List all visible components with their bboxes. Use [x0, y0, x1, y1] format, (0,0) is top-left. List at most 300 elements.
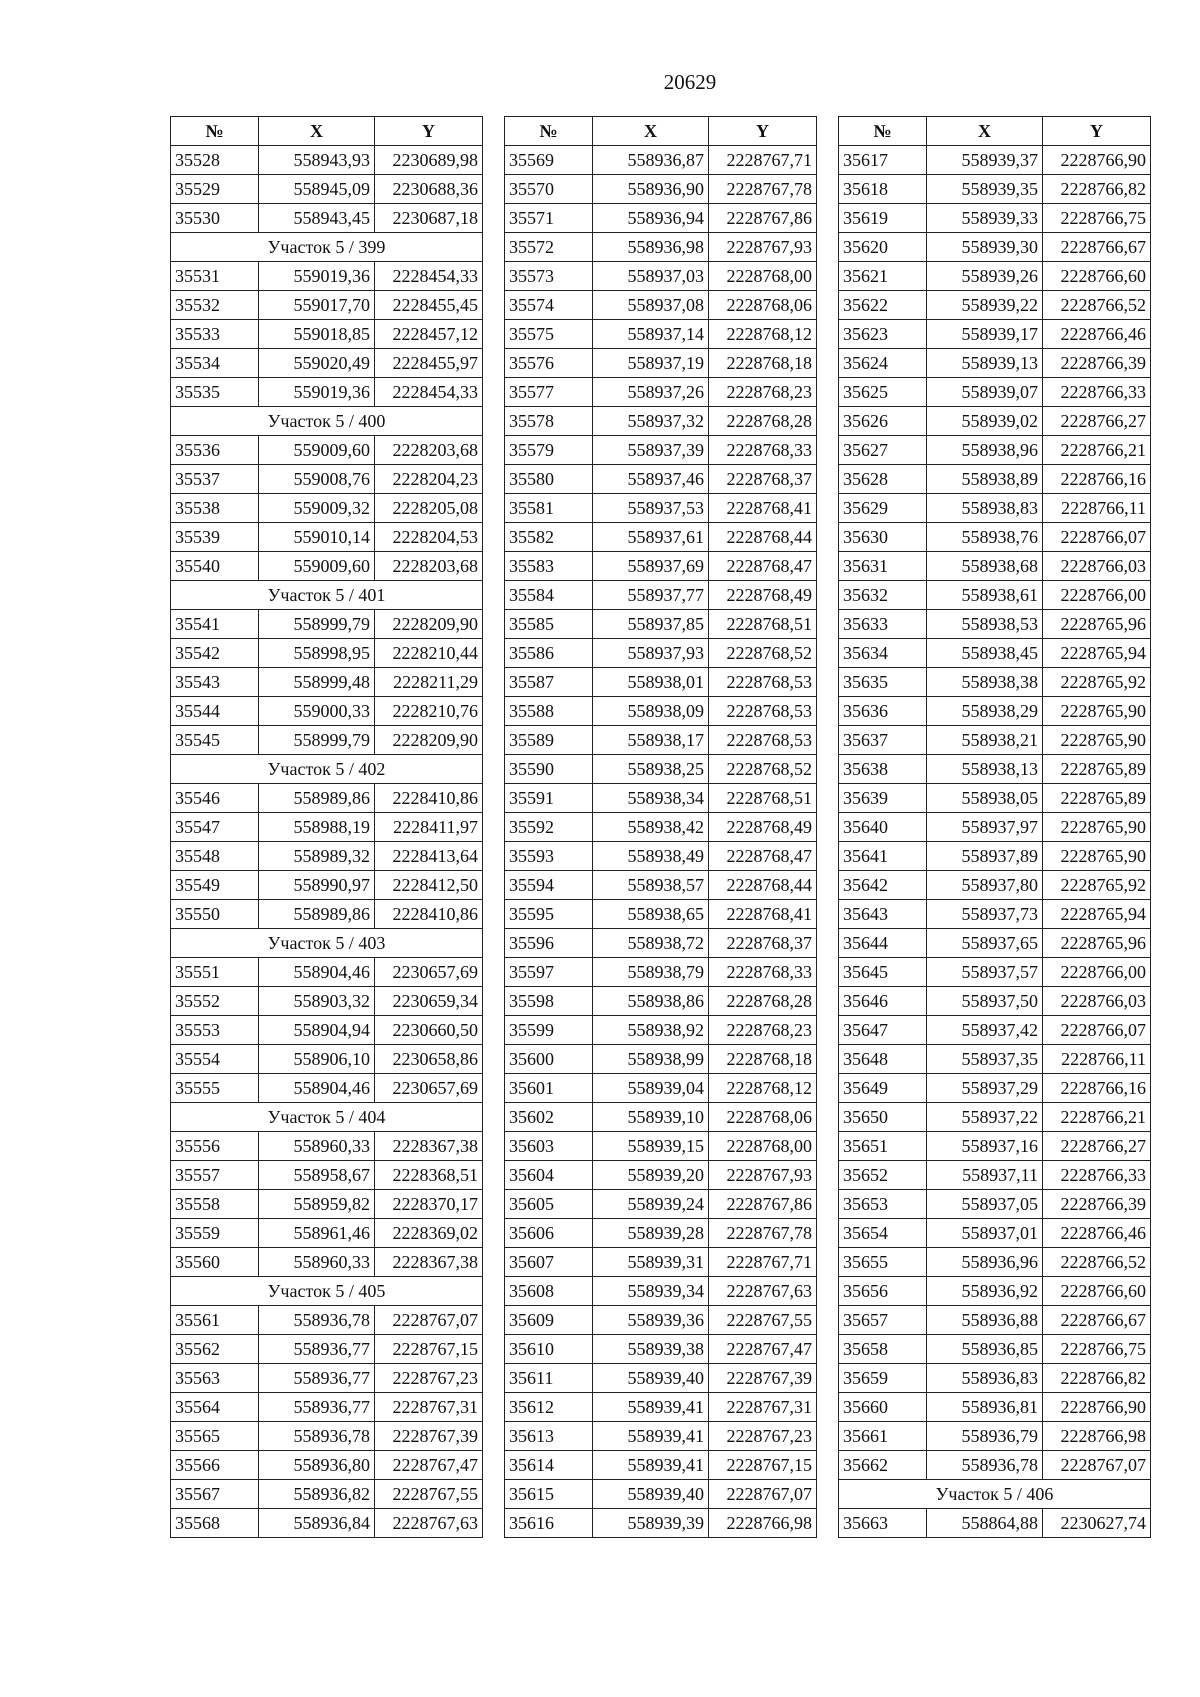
y-coordinate-cell: 2228765,89: [1043, 755, 1151, 784]
point-number-cell: 35588: [505, 697, 593, 726]
point-number-cell: 35549: [171, 871, 259, 900]
point-number-cell: 35632: [839, 581, 927, 610]
table-row: [505, 987, 817, 1016]
y-coordinate-cell: 2228766,75: [1043, 1335, 1151, 1364]
point-number-cell: 35547: [171, 813, 259, 842]
x-coordinate-cell: 558937,61: [593, 523, 709, 552]
x-coordinate-cell: 558939,34: [593, 1277, 709, 1306]
table-row: [171, 842, 483, 871]
x-coordinate-cell: 559008,76: [259, 465, 375, 494]
y-coordinate-cell: 2228203,68: [375, 552, 483, 581]
table-row: [839, 987, 1151, 1016]
y-coordinate-cell: 2228768,53: [709, 726, 817, 755]
point-number-cell: 35579: [505, 436, 593, 465]
point-number-cell: 35637: [839, 726, 927, 755]
point-number-cell: 35537: [171, 465, 259, 494]
table-row: [505, 494, 817, 523]
point-number-cell: 35553: [171, 1016, 259, 1045]
point-number-cell: 35625: [839, 378, 927, 407]
table-row: [505, 1335, 817, 1364]
table-row: [505, 1103, 817, 1132]
y-coordinate-cell: 2228768,33: [709, 958, 817, 987]
table-row: [505, 929, 817, 958]
table-row: [171, 1393, 483, 1422]
y-coordinate-cell: 2228766,16: [1043, 465, 1151, 494]
x-coordinate-cell: 559010,14: [259, 523, 375, 552]
y-coordinate-cell: 2228765,94: [1043, 900, 1151, 929]
point-number-cell: 35567: [171, 1480, 259, 1509]
y-coordinate-cell: 2228367,38: [375, 1132, 483, 1161]
x-coordinate-cell: 558938,72: [593, 929, 709, 958]
x-coordinate-cell: 558937,53: [593, 494, 709, 523]
point-number-cell: 35626: [839, 407, 927, 436]
point-number-cell: 35612: [505, 1393, 593, 1422]
point-number-cell: 35635: [839, 668, 927, 697]
table-row: [505, 349, 817, 378]
table-row: [839, 378, 1151, 407]
point-number-cell: 35627: [839, 436, 927, 465]
x-coordinate-cell: 559000,33: [259, 697, 375, 726]
x-coordinate-cell: 558936,94: [593, 204, 709, 233]
y-coordinate-cell: 2228765,96: [1043, 610, 1151, 639]
point-number-cell: 35639: [839, 784, 927, 813]
table-row: [839, 639, 1151, 668]
section-label: Участок 5 / 404: [171, 1103, 483, 1132]
coordinates-table-middle: [504, 116, 817, 1538]
table-row: [505, 175, 817, 204]
y-coordinate-cell: 2228766,33: [1043, 378, 1151, 407]
point-number-cell: 35623: [839, 320, 927, 349]
x-coordinate-cell: 558938,17: [593, 726, 709, 755]
x-coordinate-cell: 558937,89: [927, 842, 1043, 871]
point-number-cell: 35648: [839, 1045, 927, 1074]
table-row: [505, 1161, 817, 1190]
point-number-cell: 35594: [505, 871, 593, 900]
x-coordinate-cell: 558938,65: [593, 900, 709, 929]
table-row: [505, 320, 817, 349]
y-coordinate-cell: 2228767,93: [709, 1161, 817, 1190]
x-coordinate-cell: 558936,77: [259, 1335, 375, 1364]
table-row: [505, 900, 817, 929]
x-coordinate-cell: 558939,10: [593, 1103, 709, 1132]
point-number-cell: 35577: [505, 378, 593, 407]
x-coordinate-cell: 558937,22: [927, 1103, 1043, 1132]
table-row: [839, 726, 1151, 755]
section-row: [171, 1103, 483, 1132]
point-number-cell: 35530: [171, 204, 259, 233]
x-coordinate-cell: 558937,73: [927, 900, 1043, 929]
point-number-cell: 35571: [505, 204, 593, 233]
y-coordinate-cell: 2228768,47: [709, 842, 817, 871]
x-coordinate-cell: 558936,87: [593, 146, 709, 175]
x-coordinate-cell: 558960,33: [259, 1132, 375, 1161]
point-number-cell: 35533: [171, 320, 259, 349]
table-row: [839, 1364, 1151, 1393]
y-coordinate-cell: 2228766,82: [1043, 175, 1151, 204]
table-row: [839, 494, 1151, 523]
y-coordinate-cell: 2228412,50: [375, 871, 483, 900]
x-coordinate-cell: 558936,88: [927, 1306, 1043, 1335]
table-row: [505, 146, 817, 175]
y-coordinate-cell: 2228768,00: [709, 262, 817, 291]
table-row: [839, 1451, 1151, 1480]
table-row: [839, 958, 1151, 987]
header-number: №: [839, 117, 927, 146]
x-coordinate-cell: 558937,26: [593, 378, 709, 407]
x-coordinate-cell: 558939,26: [927, 262, 1043, 291]
x-coordinate-cell: 558936,85: [927, 1335, 1043, 1364]
x-coordinate-cell: 558936,84: [259, 1509, 375, 1538]
table-row: [839, 1422, 1151, 1451]
y-coordinate-cell: 2228768,53: [709, 697, 817, 726]
point-number-cell: 35572: [505, 233, 593, 262]
y-coordinate-cell: 2228766,98: [709, 1509, 817, 1538]
table-row: [171, 494, 483, 523]
table-row: [171, 784, 483, 813]
point-number-cell: 35531: [171, 262, 259, 291]
x-coordinate-cell: 558938,92: [593, 1016, 709, 1045]
x-coordinate-cell: 558939,30: [927, 233, 1043, 262]
point-number-cell: 35662: [839, 1451, 927, 1480]
point-number-cell: 35645: [839, 958, 927, 987]
table-row: [171, 436, 483, 465]
table-row: [505, 1364, 817, 1393]
section-row: [171, 581, 483, 610]
x-coordinate-cell: 559018,85: [259, 320, 375, 349]
table-row: [505, 378, 817, 407]
x-coordinate-cell: 558864,88: [927, 1509, 1043, 1538]
table-row: [839, 1219, 1151, 1248]
point-number-cell: 35606: [505, 1219, 593, 1248]
table-row: [839, 1190, 1151, 1219]
x-coordinate-cell: 558936,77: [259, 1364, 375, 1393]
y-coordinate-cell: 2228768,44: [709, 871, 817, 900]
x-coordinate-cell: 558903,32: [259, 987, 375, 1016]
x-coordinate-cell: 558937,69: [593, 552, 709, 581]
x-coordinate-cell: 558938,29: [927, 697, 1043, 726]
section-label: Участок 5 / 405: [171, 1277, 483, 1306]
section-row: [171, 929, 483, 958]
point-number-cell: 35609: [505, 1306, 593, 1335]
y-coordinate-cell: 2228766,90: [1043, 1393, 1151, 1422]
x-coordinate-cell: 558939,24: [593, 1190, 709, 1219]
table-row: [171, 291, 483, 320]
table-row: [839, 697, 1151, 726]
point-number-cell: 35546: [171, 784, 259, 813]
x-coordinate-cell: 558939,41: [593, 1451, 709, 1480]
table-row: [171, 378, 483, 407]
table-row: [171, 523, 483, 552]
point-number-cell: 35556: [171, 1132, 259, 1161]
table-row: [171, 1248, 483, 1277]
x-coordinate-cell: 558943,93: [259, 146, 375, 175]
point-number-cell: 35532: [171, 291, 259, 320]
point-number-cell: 35540: [171, 552, 259, 581]
y-coordinate-cell: 2228204,53: [375, 523, 483, 552]
table-row: [839, 1335, 1151, 1364]
y-coordinate-cell: 2228766,46: [1043, 1219, 1151, 1248]
point-number-cell: 35551: [171, 958, 259, 987]
y-coordinate-cell: 2230658,86: [375, 1045, 483, 1074]
table-row: [171, 1422, 483, 1451]
point-number-cell: 35539: [171, 523, 259, 552]
table-row: [839, 291, 1151, 320]
table-row: [171, 262, 483, 291]
y-coordinate-cell: 2228765,96: [1043, 929, 1151, 958]
y-coordinate-cell: 2228766,27: [1043, 1132, 1151, 1161]
y-coordinate-cell: 2228768,23: [709, 1016, 817, 1045]
section-label: Участок 5 / 399: [171, 233, 483, 262]
point-number-cell: 35544: [171, 697, 259, 726]
table-row: [505, 1016, 817, 1045]
point-number-cell: 35584: [505, 581, 593, 610]
point-number-cell: 35550: [171, 900, 259, 929]
point-number-cell: 35618: [839, 175, 927, 204]
section-row: [171, 1277, 483, 1306]
table-row: [839, 262, 1151, 291]
x-coordinate-cell: 558939,17: [927, 320, 1043, 349]
header-y: Y: [709, 117, 817, 146]
y-coordinate-cell: 2228410,86: [375, 784, 483, 813]
y-coordinate-cell: 2228767,71: [709, 146, 817, 175]
y-coordinate-cell: 2228765,90: [1043, 813, 1151, 842]
x-coordinate-cell: 558936,81: [927, 1393, 1043, 1422]
y-coordinate-cell: 2228766,21: [1043, 1103, 1151, 1132]
table-row: [505, 610, 817, 639]
table-row: [839, 523, 1151, 552]
y-coordinate-cell: 2228768,37: [709, 465, 817, 494]
y-coordinate-cell: 2228766,00: [1043, 581, 1151, 610]
y-coordinate-cell: 2228766,16: [1043, 1074, 1151, 1103]
table-row: [505, 233, 817, 262]
y-coordinate-cell: 2228766,75: [1043, 204, 1151, 233]
y-coordinate-cell: 2228768,53: [709, 668, 817, 697]
y-coordinate-cell: 2228766,46: [1043, 320, 1151, 349]
table-row: [839, 1016, 1151, 1045]
point-number-cell: 35597: [505, 958, 593, 987]
y-coordinate-cell: 2228765,94: [1043, 639, 1151, 668]
y-coordinate-cell: 2228768,52: [709, 639, 817, 668]
x-coordinate-cell: 559019,36: [259, 262, 375, 291]
x-coordinate-cell: 558937,32: [593, 407, 709, 436]
table-row: [505, 842, 817, 871]
y-coordinate-cell: 2228767,47: [709, 1335, 817, 1364]
point-number-cell: 35583: [505, 552, 593, 581]
table-row: [839, 407, 1151, 436]
y-coordinate-cell: 2228767,31: [375, 1393, 483, 1422]
table-row: [505, 1045, 817, 1074]
point-number-cell: 35558: [171, 1190, 259, 1219]
y-coordinate-cell: 2228765,90: [1043, 697, 1151, 726]
table-row: [505, 1480, 817, 1509]
table-row: [171, 1306, 483, 1335]
x-coordinate-cell: 558937,39: [593, 436, 709, 465]
point-number-cell: 35634: [839, 639, 927, 668]
x-coordinate-cell: 558937,77: [593, 581, 709, 610]
point-number-cell: 35568: [171, 1509, 259, 1538]
table-row: [505, 1306, 817, 1335]
table-row: [171, 349, 483, 378]
point-number-cell: 35561: [171, 1306, 259, 1335]
table-row: [171, 610, 483, 639]
x-coordinate-cell: 558938,96: [927, 436, 1043, 465]
x-coordinate-cell: 558938,49: [593, 842, 709, 871]
table-row: [839, 1161, 1151, 1190]
x-coordinate-cell: 558937,46: [593, 465, 709, 494]
table-row: [839, 204, 1151, 233]
point-number-cell: 35559: [171, 1219, 259, 1248]
y-coordinate-cell: 2228768,41: [709, 900, 817, 929]
x-coordinate-cell: 558938,53: [927, 610, 1043, 639]
x-coordinate-cell: 558945,09: [259, 175, 375, 204]
point-number-cell: 35628: [839, 465, 927, 494]
x-coordinate-cell: 558938,21: [927, 726, 1043, 755]
table-row: [839, 1103, 1151, 1132]
y-coordinate-cell: 2228766,90: [1043, 146, 1151, 175]
table-row: [839, 1132, 1151, 1161]
point-number-cell: 35657: [839, 1306, 927, 1335]
x-coordinate-cell: 558958,67: [259, 1161, 375, 1190]
x-coordinate-cell: 558936,77: [259, 1393, 375, 1422]
y-coordinate-cell: 2228766,52: [1043, 291, 1151, 320]
x-coordinate-cell: 559019,36: [259, 378, 375, 407]
x-coordinate-cell: 558939,40: [593, 1364, 709, 1393]
table-row: [505, 407, 817, 436]
table-row: [171, 1132, 483, 1161]
y-coordinate-cell: 2228765,89: [1043, 784, 1151, 813]
section-row: [171, 755, 483, 784]
x-coordinate-cell: 558938,79: [593, 958, 709, 987]
table-row: [505, 958, 817, 987]
table-row: [171, 900, 483, 929]
point-number-cell: 35660: [839, 1393, 927, 1422]
x-coordinate-cell: 558937,35: [927, 1045, 1043, 1074]
y-coordinate-cell: 2228210,76: [375, 697, 483, 726]
y-coordinate-cell: 2228765,92: [1043, 871, 1151, 900]
table-row: [839, 610, 1151, 639]
table-row: [505, 668, 817, 697]
table-row: [505, 697, 817, 726]
y-coordinate-cell: 2228767,63: [709, 1277, 817, 1306]
point-number-cell: 35613: [505, 1422, 593, 1451]
point-number-cell: 35655: [839, 1248, 927, 1277]
x-coordinate-cell: 558937,80: [927, 871, 1043, 900]
y-coordinate-cell: 2228767,71: [709, 1248, 817, 1277]
x-coordinate-cell: 558937,01: [927, 1219, 1043, 1248]
y-coordinate-cell: 2228768,37: [709, 929, 817, 958]
point-number-cell: 35593: [505, 842, 593, 871]
x-coordinate-cell: 558938,34: [593, 784, 709, 813]
point-number-cell: 35658: [839, 1335, 927, 1364]
y-coordinate-cell: 2228768,00: [709, 1132, 817, 1161]
x-coordinate-cell: 558936,92: [927, 1277, 1043, 1306]
x-coordinate-cell: 558937,08: [593, 291, 709, 320]
y-coordinate-cell: 2228413,64: [375, 842, 483, 871]
table-row: [505, 1422, 817, 1451]
y-coordinate-cell: 2228768,12: [709, 320, 817, 349]
y-coordinate-cell: 2230657,69: [375, 958, 483, 987]
x-coordinate-cell: 558938,13: [927, 755, 1043, 784]
x-coordinate-cell: 558939,15: [593, 1132, 709, 1161]
y-coordinate-cell: 2228767,86: [709, 1190, 817, 1219]
point-number-cell: 35548: [171, 842, 259, 871]
point-number-cell: 35608: [505, 1277, 593, 1306]
x-coordinate-cell: 558939,31: [593, 1248, 709, 1277]
point-number-cell: 35569: [505, 146, 593, 175]
x-coordinate-cell: 558904,46: [259, 958, 375, 987]
table-row: [171, 668, 483, 697]
table-row: [505, 726, 817, 755]
table-row: [505, 1074, 817, 1103]
y-coordinate-cell: 2228765,92: [1043, 668, 1151, 697]
point-number-cell: 35555: [171, 1074, 259, 1103]
table-row: [839, 465, 1151, 494]
table-row: [171, 1480, 483, 1509]
x-coordinate-cell: 558998,95: [259, 639, 375, 668]
table-row: [171, 1190, 483, 1219]
x-coordinate-cell: 558939,02: [927, 407, 1043, 436]
x-coordinate-cell: 558937,11: [927, 1161, 1043, 1190]
table-row: [505, 465, 817, 494]
table-row: [171, 552, 483, 581]
x-coordinate-cell: 558937,50: [927, 987, 1043, 1016]
point-number-cell: 35661: [839, 1422, 927, 1451]
point-number-cell: 35611: [505, 1364, 593, 1393]
table-row: [505, 1277, 817, 1306]
x-coordinate-cell: 558937,29: [927, 1074, 1043, 1103]
table-row: [839, 755, 1151, 784]
table-row: [171, 146, 483, 175]
section-label: Участок 5 / 400: [171, 407, 483, 436]
x-coordinate-cell: 558939,13: [927, 349, 1043, 378]
y-coordinate-cell: 2230627,74: [1043, 1509, 1151, 1538]
y-coordinate-cell: 2228768,06: [709, 291, 817, 320]
table-row: [505, 262, 817, 291]
x-coordinate-cell: 558937,57: [927, 958, 1043, 987]
point-number-cell: 35638: [839, 755, 927, 784]
y-coordinate-cell: 2228766,98: [1043, 1422, 1151, 1451]
x-coordinate-cell: 558937,97: [927, 813, 1043, 842]
point-number-cell: 35656: [839, 1277, 927, 1306]
table-row: [171, 726, 483, 755]
point-number-cell: 35603: [505, 1132, 593, 1161]
y-coordinate-cell: 2228768,28: [709, 407, 817, 436]
y-coordinate-cell: 2228768,06: [709, 1103, 817, 1132]
point-number-cell: 35640: [839, 813, 927, 842]
point-number-cell: 35545: [171, 726, 259, 755]
point-number-cell: 35552: [171, 987, 259, 1016]
x-coordinate-cell: 558939,38: [593, 1335, 709, 1364]
y-coordinate-cell: 2228370,17: [375, 1190, 483, 1219]
table-row: [839, 146, 1151, 175]
y-coordinate-cell: 2228767,07: [375, 1306, 483, 1335]
table-row: [171, 639, 483, 668]
y-coordinate-cell: 2228768,49: [709, 581, 817, 610]
y-coordinate-cell: 2228767,63: [375, 1509, 483, 1538]
x-coordinate-cell: 558937,65: [927, 929, 1043, 958]
x-coordinate-cell: 558939,04: [593, 1074, 709, 1103]
y-coordinate-cell: 2228455,45: [375, 291, 483, 320]
y-coordinate-cell: 2228766,11: [1043, 494, 1151, 523]
point-number-cell: 35653: [839, 1190, 927, 1219]
y-coordinate-cell: 2228367,38: [375, 1248, 483, 1277]
point-number-cell: 35599: [505, 1016, 593, 1045]
x-coordinate-cell: 558939,39: [593, 1509, 709, 1538]
table-row: [839, 436, 1151, 465]
point-number-cell: 35598: [505, 987, 593, 1016]
table-row: [505, 813, 817, 842]
y-coordinate-cell: 2228767,07: [1043, 1451, 1151, 1480]
